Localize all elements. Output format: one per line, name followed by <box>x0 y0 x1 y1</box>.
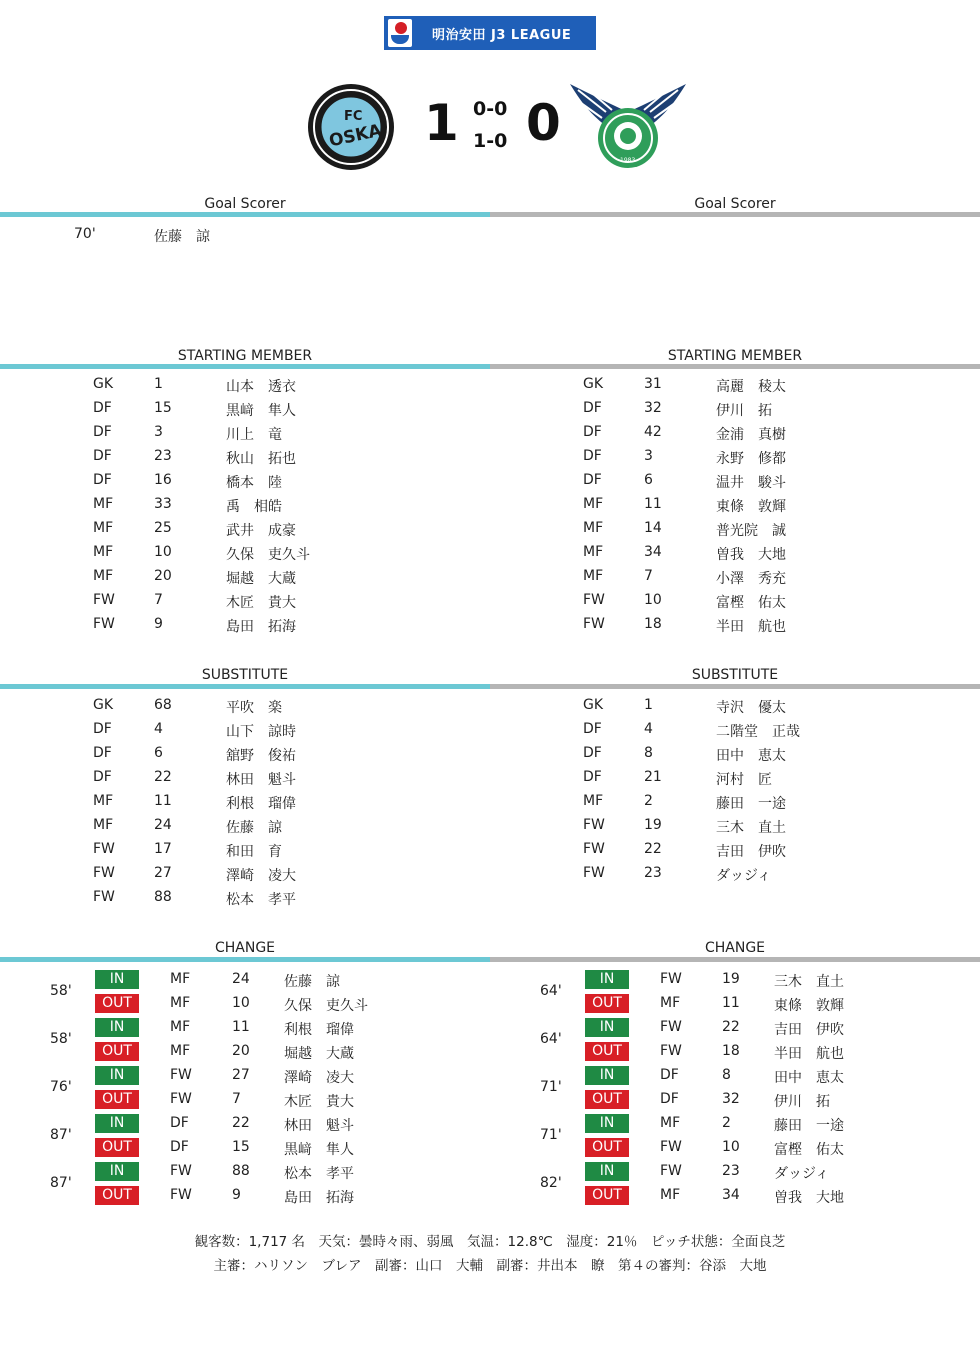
player-number: 4 <box>154 721 163 737</box>
player-number: 6 <box>644 472 653 488</box>
player-number: 32 <box>644 400 662 416</box>
substitution-minute: 71' <box>540 1079 562 1095</box>
player-name: 半田 航也 <box>774 1046 844 1062</box>
player-number: 88 <box>232 1163 250 1179</box>
player-number: 10 <box>232 995 250 1011</box>
player-position: FW <box>660 1043 682 1059</box>
goal-scorer-name: 佐藤 諒 <box>154 229 210 245</box>
officials-line: 主審：ハリソン ブレア 副審：山口 大輔 副審：井出本 瞭 第４の審判：谷添 大地 <box>213 1258 767 1274</box>
away-goal-scorer-title: Goal Scorer <box>694 196 776 212</box>
player-name: 普光院 誠 <box>716 523 786 539</box>
player-position: FW <box>170 1163 192 1179</box>
substitution-minute: 71' <box>540 1127 562 1143</box>
away-team-logo <box>566 82 690 174</box>
home-goal-scorer-title: Goal Scorer <box>204 196 286 212</box>
player-position: FW <box>660 1139 682 1155</box>
substitution-minute: 64' <box>540 983 562 999</box>
home-divider <box>0 212 490 217</box>
player-position: DF <box>93 745 112 761</box>
player-number: 22 <box>232 1115 250 1131</box>
player-number: 22 <box>722 1019 740 1035</box>
player-position: MF <box>93 544 114 560</box>
player-name: 利根 瑠偉 <box>226 796 296 812</box>
player-number: 24 <box>154 817 172 833</box>
player-name: 伊川 拓 <box>716 403 772 419</box>
player-name: 佐藤 諒 <box>226 820 282 836</box>
player-name: 秋山 拓也 <box>226 451 296 467</box>
svg-text:1983: 1983 <box>620 157 636 164</box>
player-number: 3 <box>644 448 653 464</box>
player-name: 田中 恵太 <box>774 1070 844 1086</box>
player-name: 金浦 真樹 <box>716 427 786 443</box>
player-number: 10 <box>722 1139 740 1155</box>
player-position: FW <box>93 592 115 608</box>
player-position: FW <box>583 817 605 833</box>
player-position: DF <box>170 1115 189 1131</box>
player-position: MF <box>660 1115 681 1131</box>
away-divider <box>490 684 980 689</box>
player-position: MF <box>583 496 604 512</box>
player-position: DF <box>93 400 112 416</box>
player-position: GK <box>93 697 114 713</box>
player-name: 藤田 一途 <box>716 796 786 812</box>
in-badge: IN <box>95 1114 139 1133</box>
player-number: 27 <box>232 1067 250 1083</box>
player-position: DF <box>583 448 602 464</box>
player-number: 23 <box>154 448 172 464</box>
home-divider <box>0 684 490 689</box>
substitution-minute: 76' <box>50 1079 72 1095</box>
in-badge: IN <box>95 1162 139 1181</box>
player-name: 高麗 稜太 <box>716 379 786 395</box>
player-position: DF <box>583 745 602 761</box>
player-number: 20 <box>232 1043 250 1059</box>
player-position: DF <box>583 472 602 488</box>
league-title: 明治安田 J3 LEAGUE <box>432 27 572 43</box>
player-position: DF <box>93 472 112 488</box>
in-badge: IN <box>585 1066 629 1085</box>
player-number: 33 <box>154 496 172 512</box>
player-position: DF <box>583 721 602 737</box>
player-position: GK <box>93 376 114 392</box>
in-badge: IN <box>95 1066 139 1085</box>
player-name: ダッジィ <box>774 1166 830 1182</box>
out-badge: OUT <box>585 994 629 1013</box>
player-number: 23 <box>644 865 662 881</box>
player-name: 木匠 貴大 <box>226 595 296 611</box>
player-position: MF <box>93 520 114 536</box>
player-name: 吉田 伊吹 <box>774 1022 844 1038</box>
player-name: 川上 竜 <box>226 427 282 443</box>
player-name: 富樫 佑太 <box>774 1142 844 1158</box>
player-name: 温井 駿斗 <box>716 475 786 491</box>
player-number: 7 <box>154 592 163 608</box>
away-substitute-title: SUBSTITUTE <box>691 667 779 683</box>
substitution-minute: 58' <box>50 1031 72 1047</box>
home-team-logo <box>306 82 396 172</box>
in-badge: IN <box>95 1018 139 1037</box>
player-number: 9 <box>154 616 163 632</box>
player-number: 15 <box>232 1139 250 1155</box>
player-position: FW <box>170 1091 192 1107</box>
player-name: 黒﨑 隼人 <box>226 403 296 419</box>
player-position: FW <box>583 841 605 857</box>
player-position: DF <box>583 424 602 440</box>
player-position: FW <box>660 1163 682 1179</box>
player-name: 藤田 一途 <box>774 1118 844 1134</box>
player-name: 東條 敦輝 <box>774 998 844 1014</box>
player-name: 佐藤 諒 <box>284 974 340 990</box>
player-position: MF <box>170 995 191 1011</box>
player-position: FW <box>660 1019 682 1035</box>
player-number: 15 <box>154 400 172 416</box>
player-name: 伊川 拓 <box>774 1094 830 1110</box>
player-position: MF <box>660 995 681 1011</box>
goal-minute: 70' <box>74 226 96 242</box>
player-position: GK <box>583 697 604 713</box>
player-name: 島田 拓海 <box>284 1190 354 1206</box>
player-position: MF <box>583 568 604 584</box>
player-position: MF <box>170 1043 191 1059</box>
away-divider <box>490 212 980 217</box>
player-position: MF <box>93 568 114 584</box>
player-name: 舘野 俊祐 <box>226 748 296 764</box>
away-starting-title: STARTING MEMBER <box>667 348 803 364</box>
second-half-score: 1-0 <box>473 130 508 152</box>
player-name: 永野 修都 <box>716 451 786 467</box>
player-position: FW <box>93 889 115 905</box>
player-name: 吉田 伊吹 <box>716 844 786 860</box>
match-info-line: 観客数：1,717 名 天気：曇時々雨、弱風 気温：12.8℃ 湿度：21％ ピッチ状態：全面良芝 <box>194 1234 786 1250</box>
player-name: 三木 直土 <box>774 974 844 990</box>
player-number: 11 <box>722 995 740 1011</box>
player-number: 16 <box>154 472 172 488</box>
player-number: 17 <box>154 841 172 857</box>
out-badge: OUT <box>95 1138 139 1157</box>
player-position: FW <box>93 616 115 632</box>
player-number: 8 <box>722 1067 731 1083</box>
j-league-logo-icon <box>388 19 412 47</box>
away-score: 0 <box>526 94 561 152</box>
out-badge: OUT <box>585 1138 629 1157</box>
player-number: 10 <box>154 544 172 560</box>
home-change-title: CHANGE <box>214 940 276 956</box>
player-name: 久保 吏久斗 <box>284 998 368 1014</box>
player-position: FW <box>93 841 115 857</box>
out-badge: OUT <box>585 1186 629 1205</box>
player-position: FW <box>660 971 682 987</box>
player-name: 山下 諒時 <box>226 724 296 740</box>
player-number: 7 <box>644 568 653 584</box>
substitution-minute: 82' <box>540 1175 562 1191</box>
player-position: DF <box>583 769 602 785</box>
player-number: 6 <box>154 745 163 761</box>
player-number: 11 <box>644 496 662 512</box>
player-number: 11 <box>232 1019 250 1035</box>
player-position: MF <box>583 544 604 560</box>
player-position: MF <box>170 1019 191 1035</box>
player-position: FW <box>170 1187 192 1203</box>
player-number: 23 <box>722 1163 740 1179</box>
player-name: 富樫 佑太 <box>716 595 786 611</box>
player-name: 澤崎 凌大 <box>284 1070 354 1086</box>
player-position: MF <box>93 496 114 512</box>
player-name: 曽我 大地 <box>716 547 786 563</box>
player-name: 三木 直土 <box>716 820 786 836</box>
player-number: 11 <box>154 793 172 809</box>
player-position: DF <box>93 424 112 440</box>
player-name: 利根 瑠偉 <box>284 1022 354 1038</box>
player-position: MF <box>93 793 114 809</box>
home-substitute-title: SUBSTITUTE <box>201 667 289 683</box>
player-number: 25 <box>154 520 172 536</box>
substitution-minute: 58' <box>50 983 72 999</box>
league-badge <box>384 16 596 50</box>
player-name: 松本 孝平 <box>284 1166 354 1182</box>
player-name: 禹 相皓 <box>226 499 282 515</box>
player-name: 久保 吏久斗 <box>226 547 310 563</box>
player-number: 21 <box>644 769 662 785</box>
player-number: 2 <box>722 1115 731 1131</box>
player-name: 橋本 陸 <box>226 475 282 491</box>
player-number: 68 <box>154 697 172 713</box>
player-number: 31 <box>644 376 662 392</box>
player-number: 27 <box>154 865 172 881</box>
player-name: 東條 敦輝 <box>716 499 786 515</box>
player-number: 34 <box>644 544 662 560</box>
substitution-minute: 87' <box>50 1175 72 1191</box>
player-position: MF <box>583 793 604 809</box>
player-name: 曽我 大地 <box>774 1190 844 1206</box>
player-name: 林田 魁斗 <box>284 1118 354 1134</box>
player-position: DF <box>583 400 602 416</box>
out-badge: OUT <box>95 1042 139 1061</box>
player-position: FW <box>170 1067 192 1083</box>
player-number: 42 <box>644 424 662 440</box>
player-name: 半田 航也 <box>716 619 786 635</box>
player-number: 34 <box>722 1187 740 1203</box>
out-badge: OUT <box>585 1042 629 1061</box>
away-divider <box>490 364 980 369</box>
player-name: 武井 成豪 <box>226 523 296 539</box>
player-number: 3 <box>154 424 163 440</box>
player-position: MF <box>93 817 114 833</box>
player-number: 1 <box>644 697 653 713</box>
player-number: 20 <box>154 568 172 584</box>
out-badge: OUT <box>95 1090 139 1109</box>
player-name: 平吹 楽 <box>226 700 282 716</box>
player-number: 32 <box>722 1091 740 1107</box>
player-number: 18 <box>722 1043 740 1059</box>
player-number: 22 <box>644 841 662 857</box>
player-name: 島田 拓海 <box>226 619 296 635</box>
home-divider <box>0 957 490 962</box>
player-number: 1 <box>154 376 163 392</box>
first-half-score: 0-0 <box>473 98 508 120</box>
player-position: DF <box>93 448 112 464</box>
player-position: DF <box>660 1091 679 1107</box>
svg-text:OSKA: OSKA <box>327 120 384 152</box>
player-name: 山本 透衣 <box>226 379 296 395</box>
player-name: 寺沢 優太 <box>716 700 786 716</box>
player-position: FW <box>583 592 605 608</box>
substitution-minute: 64' <box>540 1031 562 1047</box>
player-number: 7 <box>232 1091 241 1107</box>
player-name: 林田 魁斗 <box>226 772 296 788</box>
player-name: 堀越 大蔵 <box>284 1046 354 1062</box>
player-number: 19 <box>644 817 662 833</box>
player-position: GK <box>583 376 604 392</box>
home-score: 1 <box>424 94 459 152</box>
player-position: FW <box>583 865 605 881</box>
player-name: ダッジィ <box>716 868 772 884</box>
in-badge: IN <box>585 1162 629 1181</box>
player-name: 田中 恵太 <box>716 748 786 764</box>
player-position: FW <box>583 616 605 632</box>
player-name: 小澤 秀充 <box>716 571 786 587</box>
player-position: DF <box>93 769 112 785</box>
away-change-title: CHANGE <box>704 940 766 956</box>
player-number: 10 <box>644 592 662 608</box>
player-name: 黒﨑 隼人 <box>284 1142 354 1158</box>
player-position: DF <box>93 721 112 737</box>
in-badge: IN <box>585 1114 629 1133</box>
in-badge: IN <box>95 970 139 989</box>
player-position: DF <box>170 1139 189 1155</box>
player-name: 木匠 貴大 <box>284 1094 354 1110</box>
player-number: 22 <box>154 769 172 785</box>
player-position: MF <box>583 520 604 536</box>
player-number: 14 <box>644 520 662 536</box>
player-number: 2 <box>644 793 653 809</box>
svg-text:FC: FC <box>344 109 363 124</box>
player-number: 88 <box>154 889 172 905</box>
player-number: 9 <box>232 1187 241 1203</box>
out-badge: OUT <box>95 1186 139 1205</box>
player-position: MF <box>170 971 191 987</box>
player-name: 和田 育 <box>226 844 282 860</box>
player-name: 二階堂 正哉 <box>716 724 800 740</box>
in-badge: IN <box>585 970 629 989</box>
player-name: 澤崎 凌大 <box>226 868 296 884</box>
home-divider <box>0 364 490 369</box>
in-badge: IN <box>585 1018 629 1037</box>
home-starting-title: STARTING MEMBER <box>177 348 313 364</box>
player-number: 19 <box>722 971 740 987</box>
player-position: FW <box>93 865 115 881</box>
player-number: 24 <box>232 971 250 987</box>
player-number: 8 <box>644 745 653 761</box>
player-position: MF <box>660 1187 681 1203</box>
away-divider <box>490 957 980 962</box>
out-badge: OUT <box>585 1090 629 1109</box>
player-position: DF <box>660 1067 679 1083</box>
substitution-minute: 87' <box>50 1127 72 1143</box>
player-number: 18 <box>644 616 662 632</box>
player-name: 堀越 大蔵 <box>226 571 296 587</box>
out-badge: OUT <box>95 994 139 1013</box>
player-number: 4 <box>644 721 653 737</box>
player-name: 松本 孝平 <box>226 892 296 908</box>
player-name: 河村 匠 <box>716 772 772 788</box>
